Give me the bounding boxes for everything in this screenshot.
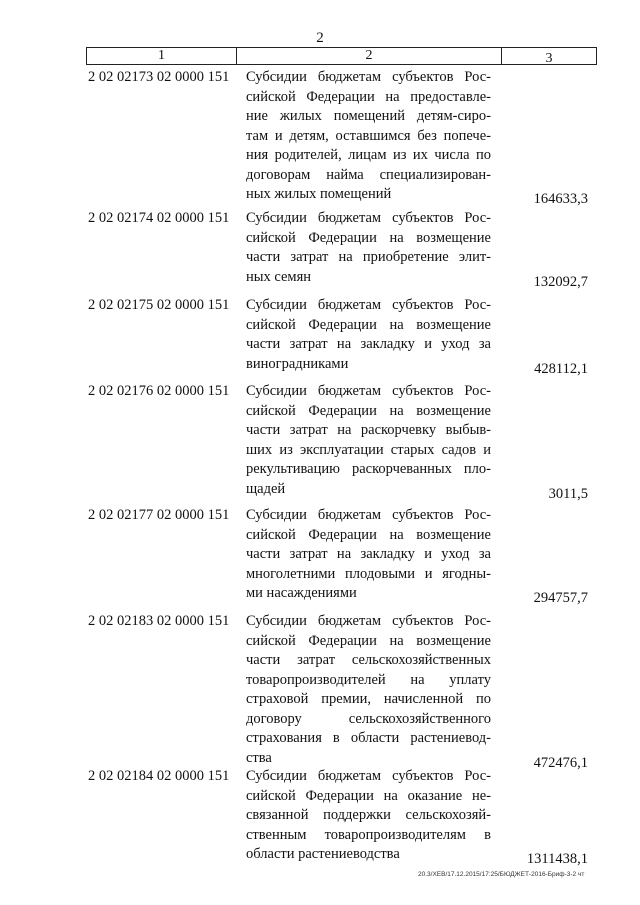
subsidy-description — [246, 612, 491, 768]
amount-value: 132092,7 — [533, 273, 588, 290]
description-line: товаропроизводителей на уплату — [246, 671, 491, 688]
header-col-3: 3 — [545, 51, 553, 66]
amount-value: 428112,1 — [534, 360, 588, 377]
description-line: щадей — [246, 480, 286, 497]
description-line: ных жилых помещений — [246, 186, 392, 202]
subsidy-description — [246, 382, 491, 499]
description-line: договорам найма специализирован- — [246, 166, 491, 183]
description-line: Субсидии бюджетам субъектов Рос- — [246, 297, 491, 313]
description-line: там и детям, оставшимся без попече- — [246, 127, 491, 144]
description-line: рекультивацию раскорчеванных пло- — [246, 461, 491, 477]
subsidy-description — [246, 767, 491, 865]
description-line: сийской Федерации на предоставле- — [246, 88, 491, 105]
footer-note: 20.3/ХЕВ/17.12.2015/17:25/БЮДЖЕТ-2016-Бриф-3-2 чт — [418, 871, 585, 878]
subsidy-description — [246, 296, 491, 374]
description-line: ния родителей, лицам из их числа по — [246, 147, 491, 163]
description-line: ства — [246, 749, 272, 766]
budget-code: 2 02 02184 02 0000 151 — [88, 768, 230, 784]
amount-value: 164633,3 — [533, 191, 588, 207]
budget-code: 2 02 02176 02 0000 151 — [88, 383, 230, 399]
description-line: сийской Федерации на возмещение — [246, 632, 491, 649]
page-number: 2 — [316, 30, 324, 46]
budget-code: 2 02 02175 02 0000 151 — [88, 297, 230, 313]
description-line: Субсидии бюджетам субъектов Рос- — [246, 383, 491, 399]
description-line: Субсидии бюджетам субъектов Рос- — [246, 507, 491, 523]
description-line: договору сельскохозяйственного — [246, 710, 491, 727]
budget-code: 2 02 02183 02 0000 151 — [88, 613, 230, 629]
description-line: виноградниками — [246, 355, 349, 372]
description-line: Субсидии бюджетам субъектов Рос- — [246, 210, 491, 226]
description-line: ных семян — [246, 268, 312, 285]
budget-code: 2 02 02173 02 0000 151 — [88, 69, 230, 85]
description-line: части затрат на закладку и уход за — [246, 546, 491, 562]
subsidy-description — [246, 68, 491, 205]
budget-code: 2 02 02174 02 0000 151 — [88, 210, 230, 226]
description-line: ших из эксплуатации старых садов и — [246, 441, 491, 458]
description-line: части затрат сельскохозяйственных — [246, 652, 491, 668]
description-line: сийской Федерации на возмещение — [246, 316, 491, 333]
description-line: сийской Федерации на возмещение — [246, 229, 491, 246]
description-line: Субсидии бюджетам субъектов Рос- — [246, 768, 491, 784]
description-line: части затрат на раскорчевку выбыв- — [246, 422, 491, 438]
description-line: Субсидии бюджетам субъектов Рос- — [246, 613, 491, 629]
description-line: ственным товаропроизводителям в — [246, 826, 491, 843]
amount-value: 3011,5 — [548, 485, 588, 502]
description-line: связанной поддержки сельскохозяй- — [246, 807, 491, 823]
description-line: страхования в области растениевод- — [246, 730, 491, 746]
subsidy-description — [246, 506, 491, 604]
description-line: сийской Федерации на оказание не- — [246, 787, 491, 804]
description-line: сийской Федерации на возмещение — [246, 526, 491, 543]
header-col-1: 1 — [87, 48, 237, 64]
description-line: Субсидии бюджетам субъектов Рос- — [246, 69, 491, 85]
budget-code: 2 02 02177 02 0000 151 — [88, 507, 230, 523]
description-line: части затрат на приобретение элит- — [246, 249, 491, 265]
description-line: части затрат на закладку и уход за — [246, 336, 491, 352]
amount-value: 1311438,1 — [526, 851, 588, 867]
header-col-2: 2 — [237, 48, 502, 64]
description-line: многолетними плодовыми и ягодны- — [246, 565, 491, 582]
description-line: ние жилых помещений детям-сиро- — [246, 108, 491, 124]
amount-value: 294757,7 — [533, 590, 588, 606]
subsidy-description — [246, 209, 491, 287]
table-header — [86, 47, 597, 65]
description-line: страховой премии, начисленной по — [246, 691, 491, 707]
description-line: ми насаждениями — [246, 585, 357, 601]
description-line: области растениеводства — [246, 846, 400, 862]
description-line: сийской Федерации на возмещение — [246, 402, 491, 419]
amount-value: 472476,1 — [533, 754, 588, 771]
